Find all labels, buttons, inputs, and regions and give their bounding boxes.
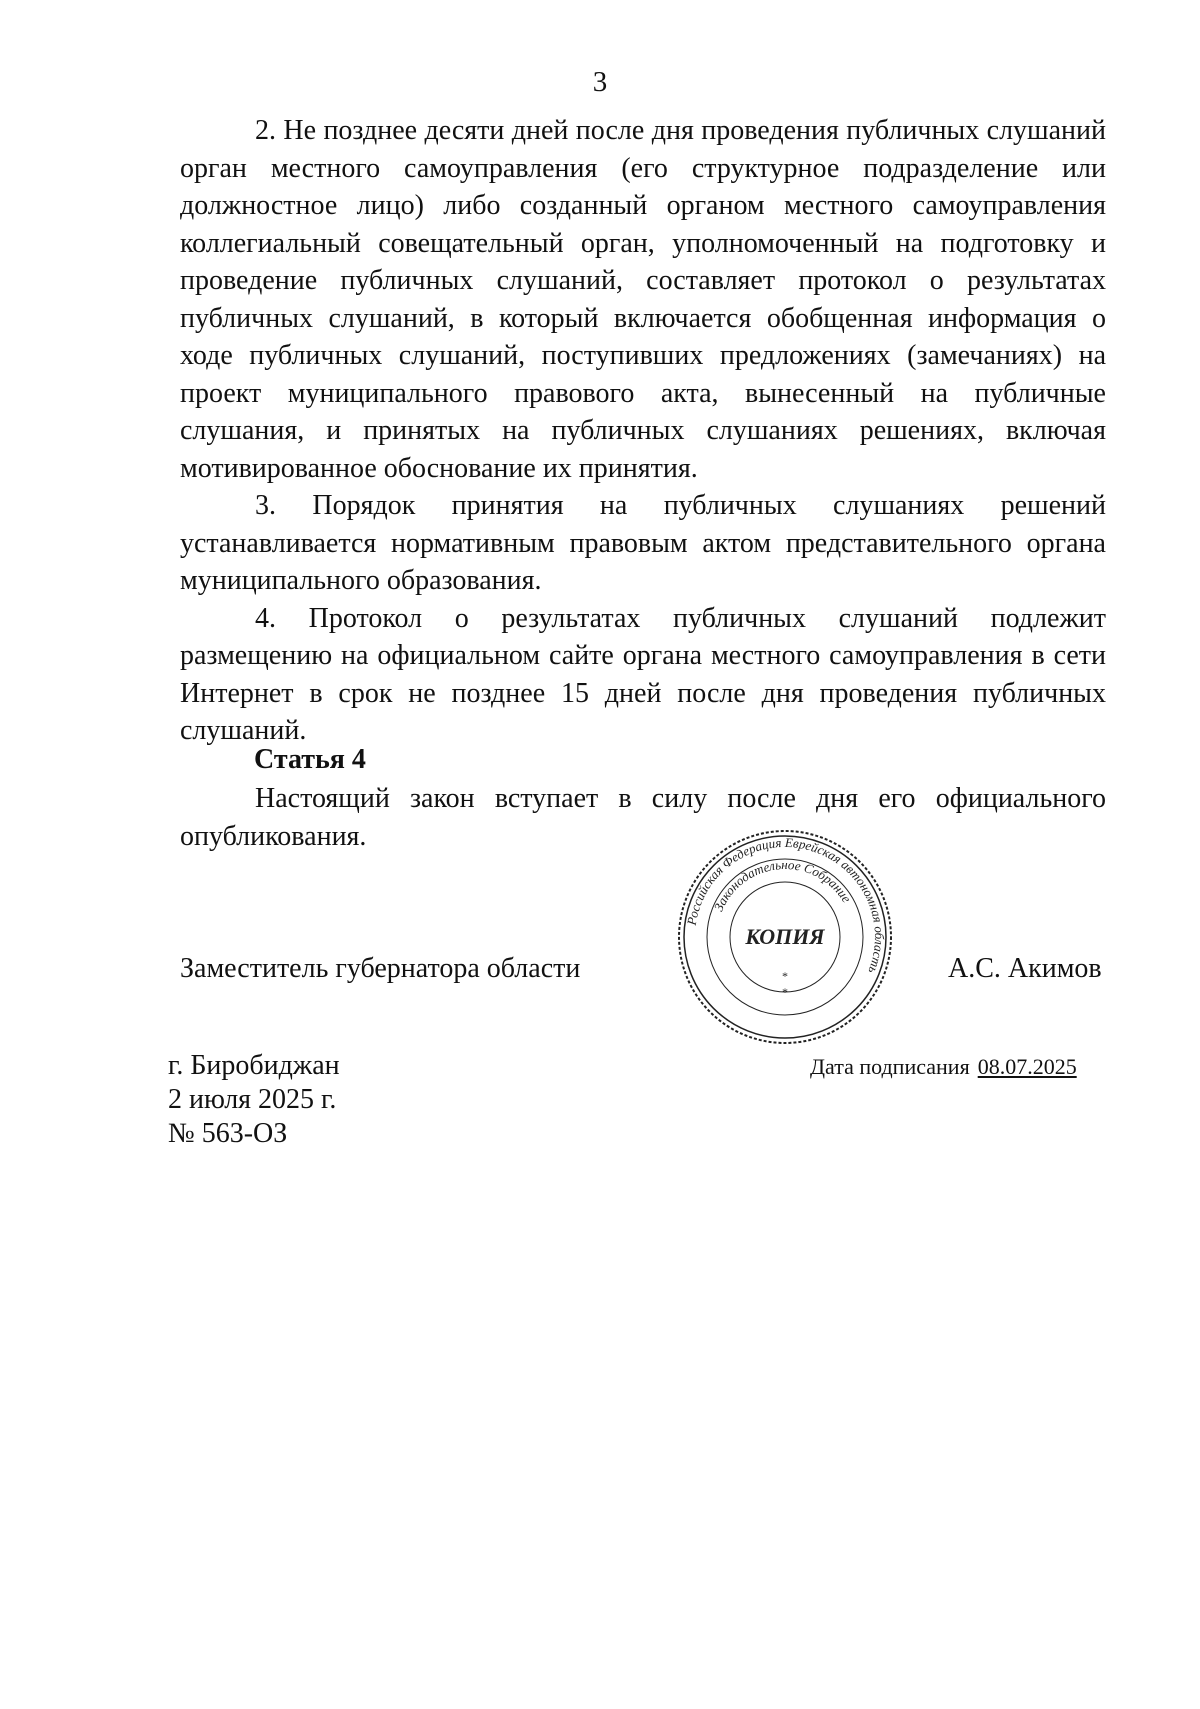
signing-date-block	[810, 1054, 1077, 1080]
signer-name: А.С. Акимов	[948, 953, 1102, 984]
city: г. Биробиджан	[168, 1050, 340, 1081]
signing-date-value: 08.07.2025	[977, 1054, 1077, 1079]
law-number: № 563-ОЗ	[168, 1118, 288, 1149]
article-4-heading: Статья 4	[254, 744, 366, 775]
seal-center-text: КОПИЯ	[745, 924, 825, 949]
adoption-date: 2 июля 2025 г.	[168, 1084, 337, 1115]
seal-star-icon: *	[782, 985, 788, 999]
paragraph-2: 2. Не позднее десяти дней после дня проведения публичных слушаний орган местного самоуправления (его структурное подразделение или должностное лицо) либо созданный органом местного самоуправления коллегиальный совещательный орган, уполномоченный на подготовку и проведение публичных слушаний, составляет протокол о результатах публичных слушаний, в который включается обобщенная информация о ходе публичных слушаний, поступивших предложениях (замечаниях) на проект муниципального правового акта, вынесенный на публичные слушания, и принятых на публичных слушаниях решениях, включая мотивированное обоснование их принятия.	[180, 115, 1106, 484]
signing-date-label: Дата подписания	[810, 1054, 970, 1079]
page-number: 3	[592, 66, 608, 98]
place-and-date	[168, 1049, 340, 1151]
signer-title: Заместитель губернатора области	[180, 953, 581, 984]
article-3-continuation	[180, 112, 1106, 750]
seal-inner-text: Законодательное Собрание	[710, 856, 855, 914]
seal-star-icon: *	[782, 969, 788, 983]
article-4-text: Настоящий закон вступает в силу после дня его официального опубликования.	[180, 783, 1106, 852]
article-4-body	[180, 780, 1106, 855]
paragraph-4: 4. Протокол о результатах публичных слушаний подлежит размещению на официальном сайте органа местного самоуправления в сети Интернет в срок не позднее 15 дней после дня проведения публичных слушаний.	[180, 602, 1106, 746]
official-seal	[676, 828, 894, 1046]
seal-outer-text: Российская Федерация Еврейская автономная область	[683, 834, 888, 976]
paragraph-3: 3. Порядок принятия на публичных слушаниях решений устанавливается нормативным правовым актом представительного органа муниципального образования.	[180, 490, 1106, 596]
